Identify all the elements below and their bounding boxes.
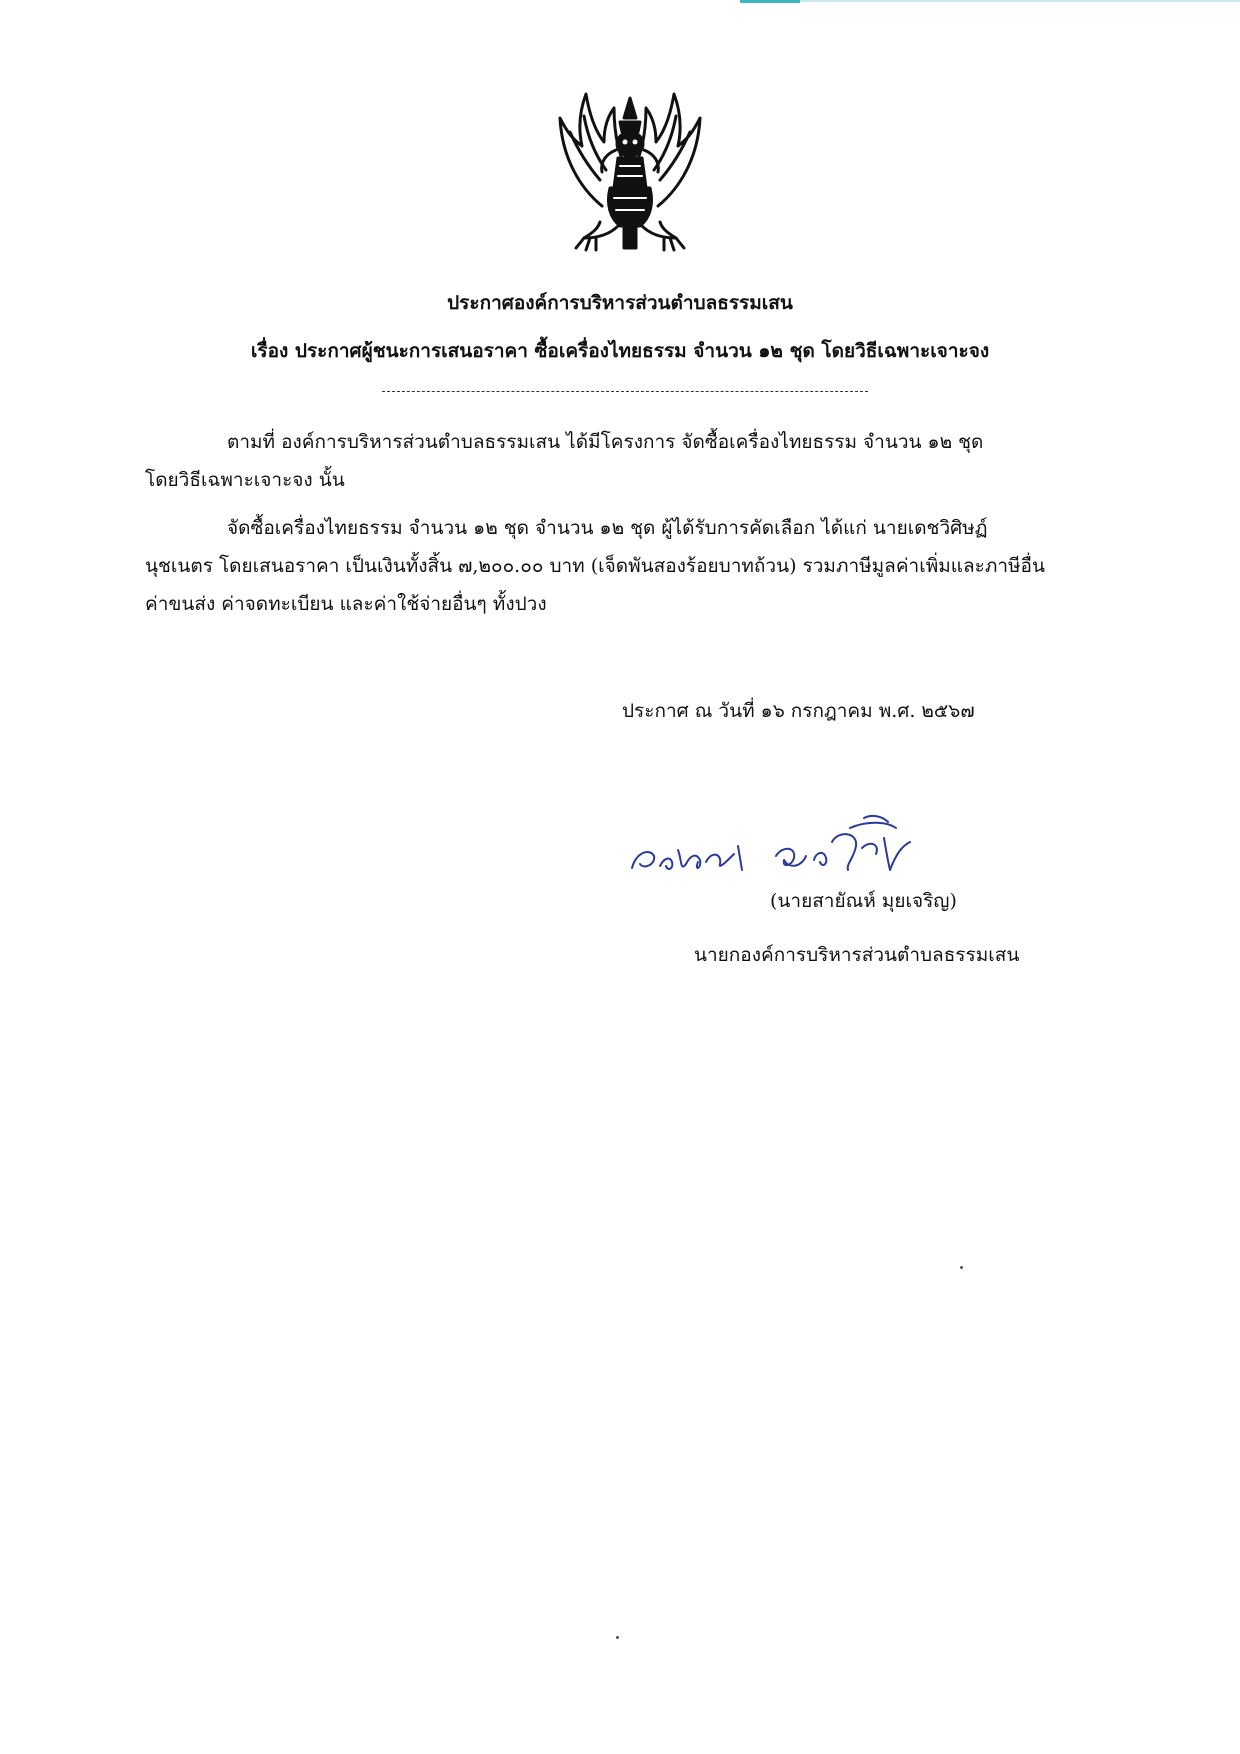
paragraph-winner <box>145 509 1100 623</box>
scan-edge-mark <box>740 0 1240 4</box>
announcement-title: ประกาศองค์การบริหารส่วนตำบลธรรมเสน <box>447 292 793 314</box>
paragraph-line: จัดซื้อเครื่องไทยธรรม จำนวน ๑๒ ชุด จำนวน ๑๒ ชุด ผู้ได้รับการคัดเลือก ได้แก่ นายเดชวิศิษฏ์ <box>227 517 988 539</box>
scan-speck <box>960 1266 963 1269</box>
paragraph-line: นุชเนตร โดยเสนอราคา เป็นเงินทั้งสิ้น ๗,๒๐๐.๐๐ บาท (เจ็ดพันสองร้อยบาทถ้วน) รวมภาษีมูลค่าเพิ่มและภาษีอื่น <box>145 555 1045 577</box>
paragraph-project <box>145 423 1100 499</box>
announcement-subject: เรื่อง ประกาศผู้ชนะการเสนอราคา ซื้อเครื่องไทยธรรม จำนวน ๑๒ ชุด โดยวิธีเฉพาะเจาะจง <box>250 340 990 362</box>
divider-line <box>382 391 868 392</box>
scan-speck <box>616 1636 619 1639</box>
signer-name: (นายสายัณห์ มุยเจริญ) <box>770 890 957 912</box>
garuda-emblem-icon <box>540 88 720 260</box>
paragraph-line: ค่าขนส่ง ค่าจดทะเบียน และค่าใช้จ่ายอื่นๆ ทั้งปวง <box>145 593 547 615</box>
announcement-date: ประกาศ ณ วันที่ ๑๖ กรกฎาคม พ.ศ. ๒๕๖๗ <box>622 700 975 722</box>
paragraph-line: ตามที่ องค์การบริหารส่วนตำบลธรรมเสน ได้มีโครงการ จัดซื้อเครื่องไทยธรรม จำนวน ๑๒ ชุด <box>227 431 984 453</box>
paragraph-line: โดยวิธีเฉพาะเจาะจง นั้น <box>145 469 345 491</box>
handwritten-signature <box>626 790 1006 890</box>
signer-position: นายกองค์การบริหารส่วนตำบลธรรมเสน <box>694 944 1020 966</box>
